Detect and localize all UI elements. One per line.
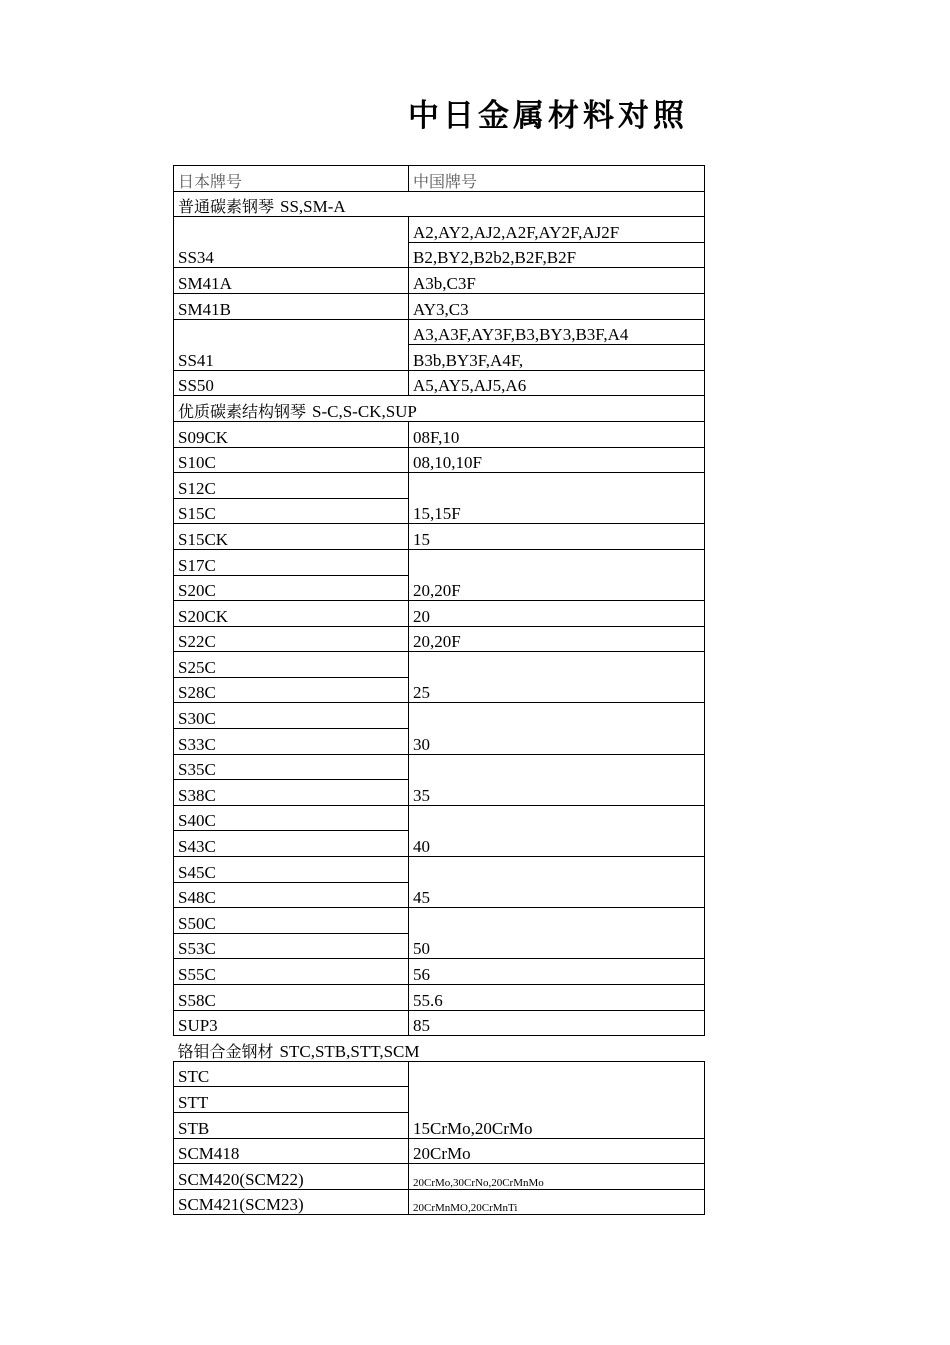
cn-grade-cell: 08F,10 (409, 421, 705, 447)
table-row (174, 601, 705, 627)
table-row (174, 217, 705, 243)
jp-grade-cell: S40C (174, 805, 409, 831)
table-row (174, 268, 705, 294)
table-row (174, 959, 705, 985)
cn-grade-cell: 85 (409, 1010, 705, 1036)
jp-grade-cell: SCM418 (174, 1138, 409, 1164)
section-row (174, 1036, 705, 1062)
table-row (174, 1164, 705, 1190)
table-row (174, 319, 705, 345)
cn-grade-cell: 30 (409, 703, 705, 754)
cn-grade-cell: 55.6 (409, 985, 705, 1011)
cn-grade-cell: B2,BY2,B2b2,B2F,B2F (409, 242, 705, 268)
jp-grade-cell: SS34 (174, 217, 409, 268)
table-row (174, 1189, 705, 1215)
page-title: 中日金属材料对照 (408, 98, 688, 134)
cn-grade-cell: 40 (409, 805, 705, 856)
section-heading (174, 191, 705, 217)
table-row (174, 293, 705, 319)
section-heading (174, 1036, 705, 1062)
jp-grade-cell: STC (174, 1061, 409, 1087)
jp-grade-cell: S33C (174, 729, 409, 755)
table-row (174, 703, 705, 729)
table-row (174, 857, 705, 883)
table-row (174, 524, 705, 550)
jp-grade-cell: S45C (174, 857, 409, 883)
jp-grade-cell: S25C (174, 652, 409, 678)
jp-grade-cell: S20CK (174, 601, 409, 627)
jp-grade-cell: S10C (174, 447, 409, 473)
cn-grade-cell: 20CrMo,30CrNo,20CrMnMo (409, 1164, 705, 1190)
jp-grade-cell: S17C (174, 549, 409, 575)
cn-grade-cell: B3b,BY3F,A4F, (409, 345, 705, 371)
cn-grade-cell: 45 (409, 857, 705, 908)
jp-grade-cell: S15CK (174, 524, 409, 550)
cn-grade-cell: 15,15F (409, 473, 705, 524)
section-row (174, 191, 705, 217)
jp-grade-cell: S09CK (174, 421, 409, 447)
table-row (174, 473, 705, 499)
table-row (174, 549, 705, 575)
table-row (174, 652, 705, 678)
jp-grade-cell: S35C (174, 754, 409, 780)
section-title-cn: 普通碳素钢琴 (178, 197, 275, 217)
jp-grade-cell: SS50 (174, 370, 409, 396)
table-row (174, 1010, 705, 1036)
table-row (174, 370, 705, 396)
section-title-en: SS,SM-A (280, 197, 346, 217)
cn-grade-cell: A3,A3F,AY3F,B3,BY3,B3F,A4 (409, 319, 705, 345)
section-title-en: STC,STB,STT,SCM (279, 1041, 420, 1061)
jp-grade-cell: S22C (174, 626, 409, 652)
cn-grade-cell: A3b,C3F (409, 268, 705, 294)
cn-grade-cell: 20CrMo (409, 1138, 705, 1164)
jp-grade-cell: SCM421(SCM23) (174, 1189, 409, 1215)
cn-grade-cell: 20,20F (409, 626, 705, 652)
table-row (174, 447, 705, 473)
jp-grade-cell: SUP3 (174, 1010, 409, 1036)
cn-grade-cell: 20CrMnMO,20CrMnTi (409, 1189, 705, 1215)
cn-grade-cell: 56 (409, 959, 705, 985)
jp-grade-cell: S20C (174, 575, 409, 601)
jp-grade-cell: S50C (174, 908, 409, 934)
table-row (174, 1061, 705, 1087)
section-heading (174, 396, 705, 422)
jp-grade-cell: STT (174, 1087, 409, 1113)
cn-grade-cell: 15CrMo,20CrMo (409, 1061, 705, 1138)
jp-grade-cell: SM41A (174, 268, 409, 294)
jp-grade-cell: STB (174, 1112, 409, 1138)
jp-grade-cell: S53C (174, 933, 409, 959)
table-row (174, 754, 705, 780)
jp-grade-cell: S58C (174, 985, 409, 1011)
jp-grade-cell: SCM420(SCM22) (174, 1164, 409, 1190)
table-header-row (174, 166, 705, 192)
jp-grade-cell: S12C (174, 473, 409, 499)
cn-grade-cell: 20 (409, 601, 705, 627)
jp-grade-cell: S28C (174, 677, 409, 703)
material-comparison-table (173, 165, 705, 1215)
jp-grade-cell: SS41 (174, 319, 409, 370)
cn-grade-cell: 20,20F (409, 549, 705, 600)
jp-grade-cell: S38C (174, 780, 409, 806)
cn-grade-cell: 35 (409, 754, 705, 805)
jp-grade-cell: S55C (174, 959, 409, 985)
table-row (174, 985, 705, 1011)
cn-grade-cell: A5,AY5,AJ5,A6 (409, 370, 705, 396)
table-row (174, 908, 705, 934)
cn-grade-cell: AY3,C3 (409, 293, 705, 319)
jp-grade-cell: S30C (174, 703, 409, 729)
cn-grade-cell: 25 (409, 652, 705, 703)
table-row (174, 421, 705, 447)
section-title-en: S-C,S-CK,SUP (312, 401, 417, 421)
table-row (174, 1138, 705, 1164)
table-row (174, 805, 705, 831)
header-jp: 日本牌号 (174, 166, 409, 192)
jp-grade-cell: S43C (174, 831, 409, 857)
jp-grade-cell: S15C (174, 498, 409, 524)
section-title-cn: 优质碳素结构钢琴 (178, 401, 307, 421)
cn-grade-cell: 15 (409, 524, 705, 550)
table-row (174, 626, 705, 652)
header-cn: 中国牌号 (409, 166, 705, 192)
jp-grade-cell: S48C (174, 882, 409, 908)
section-title-cn: 铬钼合金钢材 (177, 1041, 274, 1061)
cn-grade-cell: 08,10,10F (409, 447, 705, 473)
section-row (174, 396, 705, 422)
cn-grade-cell: 50 (409, 908, 705, 959)
jp-grade-cell: SM41B (174, 293, 409, 319)
cn-grade-cell: A2,AY2,AJ2,A2F,AY2F,AJ2F (409, 217, 705, 243)
